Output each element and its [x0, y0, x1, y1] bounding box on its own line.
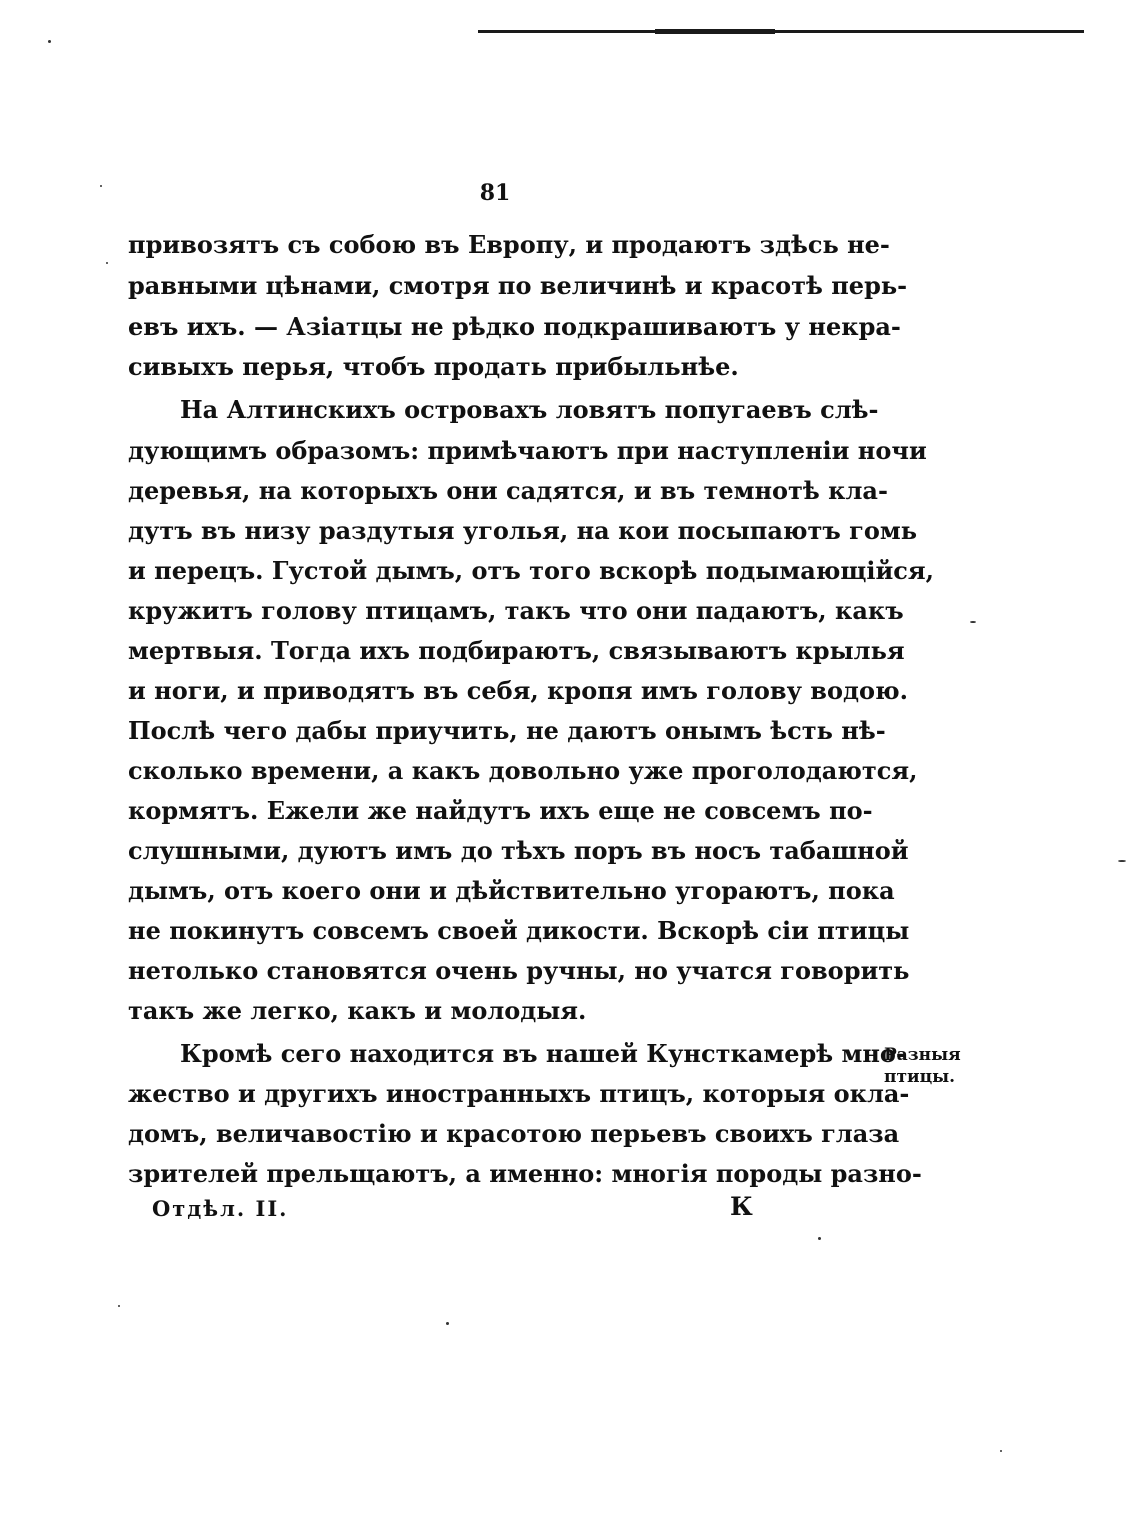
scan-speck: [48, 40, 51, 43]
text-line: деревья, на которыхъ они садятся, и въ темнотѣ кла-: [128, 476, 888, 505]
marginal-note-line: птицы.: [884, 1067, 956, 1087]
scan-speck: [446, 1322, 449, 1325]
text-line: не покинутъ совсемъ своей дикости. Вскорѣ сіи птицы: [128, 916, 910, 945]
text-line: сколько времени, а какъ довольно уже проголодаются,: [128, 756, 918, 785]
top-rule: [478, 30, 1084, 33]
text-line: дутъ въ низу раздутыя уголья, на кои посыпаютъ гомь: [128, 516, 918, 545]
scan-speck: [106, 262, 108, 264]
text-line: дымъ, отъ коего они и дѣйствительно угораютъ, пока: [128, 876, 895, 905]
text-line: жество и другихъ иностранныхъ птицъ, которыя окла-: [128, 1079, 910, 1108]
text-line: привозятъ съ собою въ Европу, и продаютъ здѣсь не-: [128, 230, 890, 259]
text-line: и ноги, и приводятъ въ себя, кропя имъ голову водою.: [128, 676, 908, 705]
text-line: зрителей прельщаютъ, а именно: многія породы разно-: [128, 1159, 922, 1188]
text-line: евъ ихъ. — Азіатцы не рѣдко подкрашиваютъ у некра-: [128, 312, 901, 341]
scan-speck: [970, 621, 976, 623]
text-line: слушными, дуютъ имъ до тѣхъ поръ въ носъ табашной: [128, 836, 909, 865]
text-line: кружитъ голову птицамъ, такъ что они падаютъ, какъ: [128, 596, 904, 625]
text-line: и перецъ. Густой дымъ, отъ того вскорѣ подымающійся,: [128, 556, 934, 585]
paragraph-start-line: На Алтинскихъ островахъ ловятъ попугаевъ слѣ-: [180, 395, 879, 424]
scan-speck: [1000, 1450, 1002, 1452]
scan-speck: [118, 1305, 120, 1307]
footer-sheet-mark: К: [730, 1192, 753, 1221]
text-line: такъ же легко, какъ и молодыя.: [128, 996, 587, 1025]
scan-speck: [100, 185, 102, 187]
paragraph-start-line: Кромѣ сего находится въ нашей Кунсткамерѣ мно-: [180, 1039, 906, 1068]
text-line: кормятъ. Ежели же найдутъ ихъ еще не совсемъ по-: [128, 796, 873, 825]
text-line: мертвыя. Тогда ихъ подбираютъ, связываютъ крылья: [128, 636, 905, 665]
text-line: домъ, величавостію и красотою перьевъ своихъ глаза: [128, 1119, 900, 1148]
page-number: 81: [479, 180, 511, 206]
footer-signature: Отдѣл. II.: [152, 1196, 289, 1221]
scan-speck: [818, 1237, 821, 1240]
text-line: нетолько становятся очень ручны, но учатся говорить: [128, 956, 910, 985]
scan-speck: [1118, 860, 1126, 862]
text-line: равными цѣнами, смотря по величинѣ и красотѣ перь-: [128, 271, 908, 300]
marginal-note: [884, 1044, 974, 1088]
text-line: дующимъ образомъ: примѣчаютъ при наступленіи ночи: [128, 436, 927, 465]
text-line: сивыхъ перья, чтобъ продать прибыльнѣе.: [128, 352, 739, 381]
marginal-note-line: Разныя: [884, 1045, 961, 1065]
top-rule-accent: [655, 29, 775, 34]
text-line: Послѣ чего дабы приучить, не даютъ онымъ ѣсть нѣ-: [128, 716, 886, 745]
